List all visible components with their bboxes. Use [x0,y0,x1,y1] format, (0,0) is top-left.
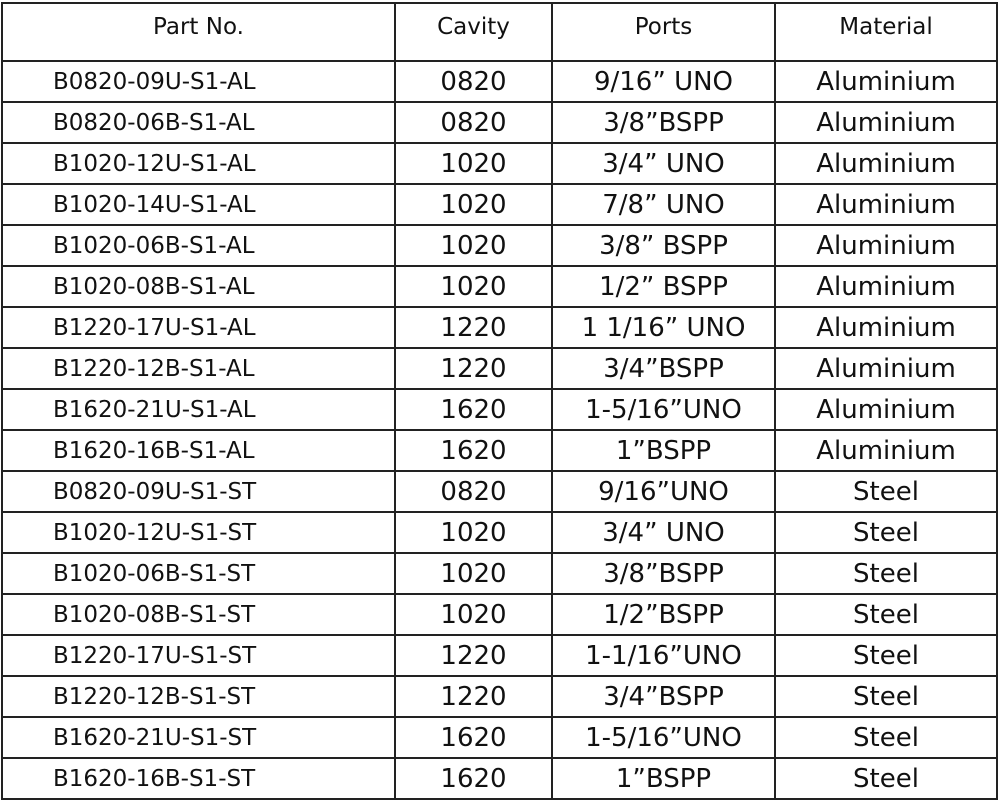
cell-ports: 3/4”BSPP [552,348,775,389]
cell-material: Aluminium [775,348,997,389]
cell-cavity: 1220 [395,676,552,717]
cell-material: Aluminium [775,184,997,225]
cell-part-no: B1220-17U-S1-ST [2,635,395,676]
table-row [2,389,997,430]
table-row [2,102,997,143]
table-row [2,225,997,266]
cell-cavity: 1620 [395,389,552,430]
table-row [2,594,997,635]
cell-part-no: B1020-06B-S1-AL [2,225,395,266]
cell-material: Steel [775,758,997,799]
table-row [2,184,997,225]
table-row [2,61,997,102]
cell-part-no: B0820-09U-S1-ST [2,471,395,512]
cell-ports: 9/16”UNO [552,471,775,512]
cell-part-no: B1020-08B-S1-ST [2,594,395,635]
cell-cavity: 1020 [395,184,552,225]
cell-part-no: B1020-08B-S1-AL [2,266,395,307]
cell-material: Aluminium [775,102,997,143]
cell-ports: 3/8” BSPP [552,225,775,266]
cell-cavity: 1020 [395,225,552,266]
cell-cavity: 1220 [395,635,552,676]
cell-cavity: 1020 [395,594,552,635]
cell-cavity: 1620 [395,758,552,799]
header-row [2,3,997,61]
header-material: Material [775,3,997,61]
table-row [2,430,997,471]
cell-ports: 1-1/16”UNO [552,635,775,676]
cell-part-no: B1020-14U-S1-AL [2,184,395,225]
cell-ports: 3/4” UNO [552,143,775,184]
table-row [2,266,997,307]
cell-material: Steel [775,553,997,594]
table-row [2,676,997,717]
cell-cavity: 1020 [395,553,552,594]
table-header [2,3,997,61]
cell-cavity: 0820 [395,61,552,102]
table-row [2,635,997,676]
cell-cavity: 1220 [395,307,552,348]
cell-ports: 1/2” BSPP [552,266,775,307]
cell-ports: 1 1/16” UNO [552,307,775,348]
cell-material: Aluminium [775,225,997,266]
cell-part-no: B1620-16B-S1-ST [2,758,395,799]
cell-cavity: 1620 [395,717,552,758]
table-row [2,471,997,512]
table-row [2,553,997,594]
cell-material: Aluminium [775,266,997,307]
cell-material: Aluminium [775,307,997,348]
cell-ports: 7/8” UNO [552,184,775,225]
cell-part-no: B1620-16B-S1-AL [2,430,395,471]
cell-material: Steel [775,676,997,717]
cell-material: Steel [775,512,997,553]
cell-part-no: B0820-09U-S1-AL [2,61,395,102]
cell-material: Aluminium [775,389,997,430]
cell-part-no: B1220-17U-S1-AL [2,307,395,348]
table-row [2,143,997,184]
cell-ports: 3/8”BSPP [552,102,775,143]
cell-ports: 1-5/16”UNO [552,389,775,430]
cell-material: Steel [775,594,997,635]
table-row [2,307,997,348]
cell-cavity: 1020 [395,266,552,307]
table-body [2,61,997,799]
cell-part-no: B1020-12U-S1-ST [2,512,395,553]
cell-ports: 1-5/16”UNO [552,717,775,758]
cell-material: Aluminium [775,430,997,471]
header-part-no: Part No. [2,3,395,61]
cell-material: Aluminium [775,143,997,184]
cell-cavity: 1620 [395,430,552,471]
parts-table [1,2,998,800]
cell-cavity: 1020 [395,512,552,553]
cell-cavity: 1020 [395,143,552,184]
cell-part-no: B1220-12B-S1-AL [2,348,395,389]
cell-ports: 9/16” UNO [552,61,775,102]
cell-material: Steel [775,635,997,676]
cell-ports: 3/8”BSPP [552,553,775,594]
table-row [2,717,997,758]
cell-ports: 1/2”BSPP [552,594,775,635]
header-ports: Ports [552,3,775,61]
cell-part-no: B0820-06B-S1-AL [2,102,395,143]
cell-part-no: B1020-12U-S1-AL [2,143,395,184]
cell-part-no: B1220-12B-S1-ST [2,676,395,717]
table-row [2,348,997,389]
cell-material: Steel [775,717,997,758]
cell-part-no: B1020-06B-S1-ST [2,553,395,594]
cell-cavity: 0820 [395,471,552,512]
cell-cavity: 0820 [395,102,552,143]
cell-ports: 3/4”BSPP [552,676,775,717]
header-cavity: Cavity [395,3,552,61]
cell-part-no: B1620-21U-S1-AL [2,389,395,430]
table-row [2,512,997,553]
cell-material: Steel [775,471,997,512]
cell-cavity: 1220 [395,348,552,389]
cell-ports: 1”BSPP [552,758,775,799]
cell-ports: 1”BSPP [552,430,775,471]
table-row [2,758,997,799]
cell-part-no: B1620-21U-S1-ST [2,717,395,758]
cell-ports: 3/4” UNO [552,512,775,553]
cell-material: Aluminium [775,61,997,102]
